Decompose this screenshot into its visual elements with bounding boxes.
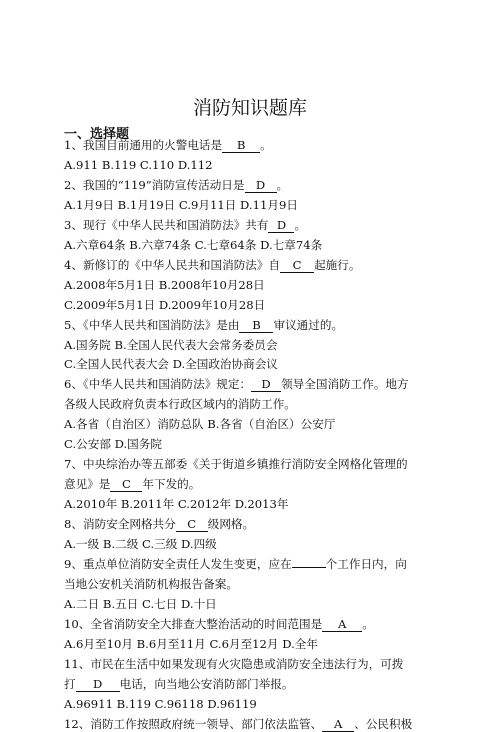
text-line xyxy=(64,218,306,233)
text-line: A.1月9日 B.1月19日 C.9月11日 D.11月9日 xyxy=(64,197,298,212)
page-title: 消防知识题库 xyxy=(192,97,307,119)
question-text: 6、《中华人民共和国消防法》规定： xyxy=(64,377,252,392)
question-text-tail: 。 xyxy=(362,616,374,631)
question-text: 9、重点单位消防安全责任人发生变更，应在 xyxy=(64,556,292,571)
question-text-tail: 领导全国消防工作。地方 xyxy=(281,377,409,392)
question-text-tail: 。 xyxy=(294,217,307,232)
question-text-tail: 、公民积极 xyxy=(354,716,413,731)
text-line: A.各省（自治区）消防总队 B.各省（自治区）公安厅 xyxy=(64,417,336,432)
question-text: 2、我国的“119”消防宣传活动日是 xyxy=(64,177,245,192)
question-text: 12、消防工作按照政府统一领导、部门依法监管、 xyxy=(64,716,323,731)
question-text: 打 xyxy=(64,676,76,691)
text-line xyxy=(64,717,412,732)
text-line: 各级人民政府负责本行政区域内的消防工作。 xyxy=(64,397,296,412)
text-line: C.公安部 D.国务院 xyxy=(64,437,162,452)
text-line xyxy=(64,258,360,273)
text-line: C.2009年5月1日 D.2009年10月28日 xyxy=(64,297,266,312)
text-line: A.911 B.119 C.110 D.112 xyxy=(64,157,213,172)
text-line xyxy=(64,138,272,153)
text-line: A.2010年 B.2011年 C.2012年 D.2013年 xyxy=(64,497,289,512)
question-text: 8、消防安全网格共分 xyxy=(64,517,176,532)
question-text-tail: 起施行。 xyxy=(314,257,361,272)
text-line xyxy=(64,617,374,632)
text-line: A.一级 B.二级 C.三级 D.四级 xyxy=(64,537,217,551)
question-text: 1、我国目前通用的火警电话是 xyxy=(64,138,223,152)
text-line: A.二日 B.五日 C.七日 D.十日 xyxy=(64,596,217,611)
question-text-tail: 个工作日内，向 xyxy=(325,556,407,571)
question-text-tail: 年下发的。 xyxy=(142,477,201,492)
text-line: A.2008年5月1日 B.2008年10月28日 xyxy=(64,277,265,292)
answer-blank: D xyxy=(268,219,294,233)
answer-blank: C xyxy=(176,518,208,532)
text-line xyxy=(64,178,288,193)
text-line: 当地公安机关消防机构报告备案。 xyxy=(64,576,238,591)
answer-blank: A xyxy=(322,718,354,732)
text-line xyxy=(64,477,200,492)
text-line xyxy=(64,557,407,571)
question-text: 3、现行《中华人民共和国消防法》共有 xyxy=(64,217,269,232)
text-line xyxy=(64,318,343,333)
text-line xyxy=(64,677,294,692)
answer-blank: A xyxy=(322,618,362,632)
text-line: C.全国人民代表大会 D.全国政治协商会议 xyxy=(64,357,278,372)
text-line xyxy=(64,517,254,532)
text-line: A.96911 B.119 C.96118 D.96119 xyxy=(64,696,257,711)
question-text: 4、新修订的《中华人民共和国消防法》自 xyxy=(64,257,281,272)
question-text-tail: 级网格。 xyxy=(207,517,255,532)
text-line: A.6月至10月 B.6月至11月 C.6月至12月 D.全年 xyxy=(64,636,318,651)
text-line: 7、中央综治办等五部委《关于街道乡镇推行消防安全网格化管理的 xyxy=(64,457,408,472)
question-text-tail: 审议通过的。 xyxy=(273,317,344,332)
answer-blank: D xyxy=(76,678,120,692)
answer-blank: C xyxy=(110,478,142,492)
text-line xyxy=(64,377,409,392)
section-heading: 一、选择题 xyxy=(64,127,130,142)
question-text: 意见》是 xyxy=(64,477,111,492)
answer-blank: B xyxy=(222,139,260,153)
question-text: 10、全省消防安全大排查大整治活动的时间范围是 xyxy=(64,616,323,631)
question-text-tail: 。 xyxy=(276,177,289,192)
answer-blank: D xyxy=(251,378,281,392)
question-text-tail: 电话，向当地公安消防部门举报。 xyxy=(119,676,294,691)
text-line: A.六章64条 B.六章74条 C.七章64条 D.七章74条 xyxy=(64,237,323,252)
question-text: 5、《中华人民共和国消防法》是由 xyxy=(64,317,240,332)
answer-blank xyxy=(292,567,326,568)
answer-blank: B xyxy=(239,319,273,333)
answer-blank: C xyxy=(280,259,314,273)
text-line: 11、市民在生活中如果发现有火灾隐患或消防安全违法行为，可拨 xyxy=(64,656,404,671)
answer-blank: D xyxy=(245,179,277,193)
text-line: A.国务院 B.全国人民代表大会常务委员会 xyxy=(64,337,278,352)
question-text-tail: 。 xyxy=(260,138,272,152)
